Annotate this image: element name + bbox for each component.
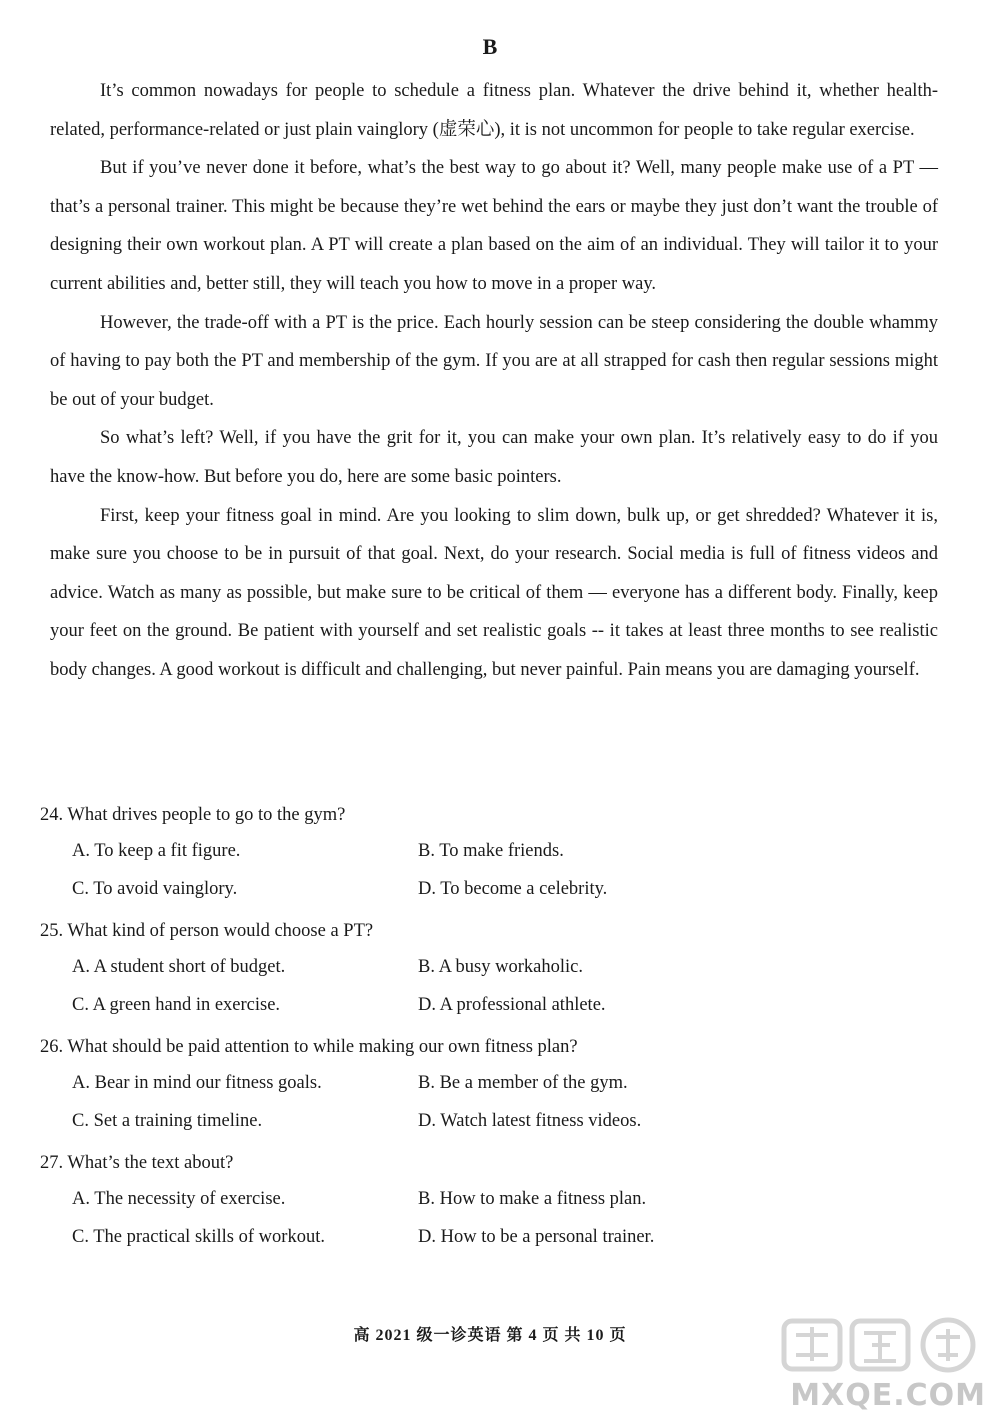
option-row — [40, 1218, 940, 1256]
option-c: C. To avoid vainglory. — [72, 879, 238, 899]
question-list — [40, 798, 940, 1262]
option-b: B. How to make a fitness plan. — [418, 1189, 647, 1209]
option-b: B. A busy workaholic. — [418, 957, 583, 977]
question-stem: 27. What’s the text about? — [40, 1153, 234, 1173]
question-stem: 26. What should be paid attention to while making our own fitness plan? — [40, 1037, 578, 1057]
option-b: B. To make friends. — [418, 841, 564, 861]
option-row — [40, 1102, 940, 1140]
option-a: A. Bear in mind our fitness goals. — [72, 1073, 322, 1093]
question-25 — [40, 914, 940, 1024]
question-stem: 25. What kind of person would choose a PT? — [40, 921, 374, 941]
option-row — [40, 1064, 940, 1102]
option-row — [40, 870, 940, 908]
question-24 — [40, 798, 940, 908]
option-c: C. Set a training timeline. — [72, 1111, 263, 1131]
option-c: C. A green hand in exercise. — [72, 995, 281, 1015]
passage-paragraph-4: So what’s left? Well, if you have the grit for it, you can make your own plan. It’s relatively easy to do if you have the know-how. But before you do, here are some basic pointers. — [50, 428, 938, 487]
section-title: B — [482, 34, 498, 59]
option-d: D. A professional athlete. — [418, 995, 606, 1015]
option-row — [40, 1180, 940, 1218]
question-27 — [40, 1146, 940, 1256]
passage-paragraph-5: First, keep your fitness goal in mind. Are you looking to slim down, bulk up, or get shredded? Whatever it is, make sure you choose to be in pursuit of that goal. Next, do your research. Social media is full of fitness videos and advice. Watch as many as possible, but make sure to be critical of them — everyone has a different body. Finally, keep your feet on the ground. Be patient with yourself and set realistic goals -- it takes at least three months to see realistic body changes. A good workout is difficult and challenging, but never painful. Pain means you are damaging yourself. — [50, 505, 938, 680]
option-d: D. To become a celebrity. — [418, 879, 608, 899]
watermark-text: MXQE.COM — [790, 1378, 986, 1413]
passage-paragraph-2: But if you’ve never done it before, what’s the best way to go about it? Well, many people make use of a PT — that’s a personal trainer. This might be because they’re wet behind the ears or maybe they just don’t want the trouble of designing their own workout plan. A PT will create a plan based on the aim of an individual. They will tailor it to your current abilities and, better still, they will teach you how to move in a proper way. — [50, 158, 938, 294]
option-row — [40, 986, 940, 1024]
option-a: A. To keep a fit figure. — [72, 841, 241, 861]
passage-paragraph-1: It’s common nowadays for people to schedule a fitness plan. Whatever the drive behind it, whether health-related, performance-related or just plain vainglory (虚荣心), it is not uncommon for people to take regular exercise. — [50, 81, 938, 140]
page-footer: 高 2021 级一诊英语 第 4 页 共 10 页 — [353, 1327, 627, 1344]
option-a: A. The necessity of exercise. — [72, 1189, 286, 1209]
option-b: B. Be a member of the gym. — [418, 1073, 628, 1093]
reading-passage — [50, 72, 938, 690]
option-row — [40, 832, 940, 870]
option-a: A. A student short of budget. — [72, 957, 286, 977]
option-d: D. How to be a personal trainer. — [418, 1227, 655, 1247]
option-c: C. The practical skills of workout. — [72, 1227, 325, 1247]
option-d: D. Watch latest fitness videos. — [418, 1111, 642, 1131]
question-26 — [40, 1030, 940, 1140]
question-stem: 24. What drives people to go to the gym? — [40, 805, 346, 825]
option-row — [40, 948, 940, 986]
passage-paragraph-3: However, the trade-off with a PT is the price. Each hourly session can be steep considering the double whammy of having to pay both the PT and membership of the gym. If you are at all strapped for cash then regular sessions might be out of your budget. — [50, 312, 938, 410]
